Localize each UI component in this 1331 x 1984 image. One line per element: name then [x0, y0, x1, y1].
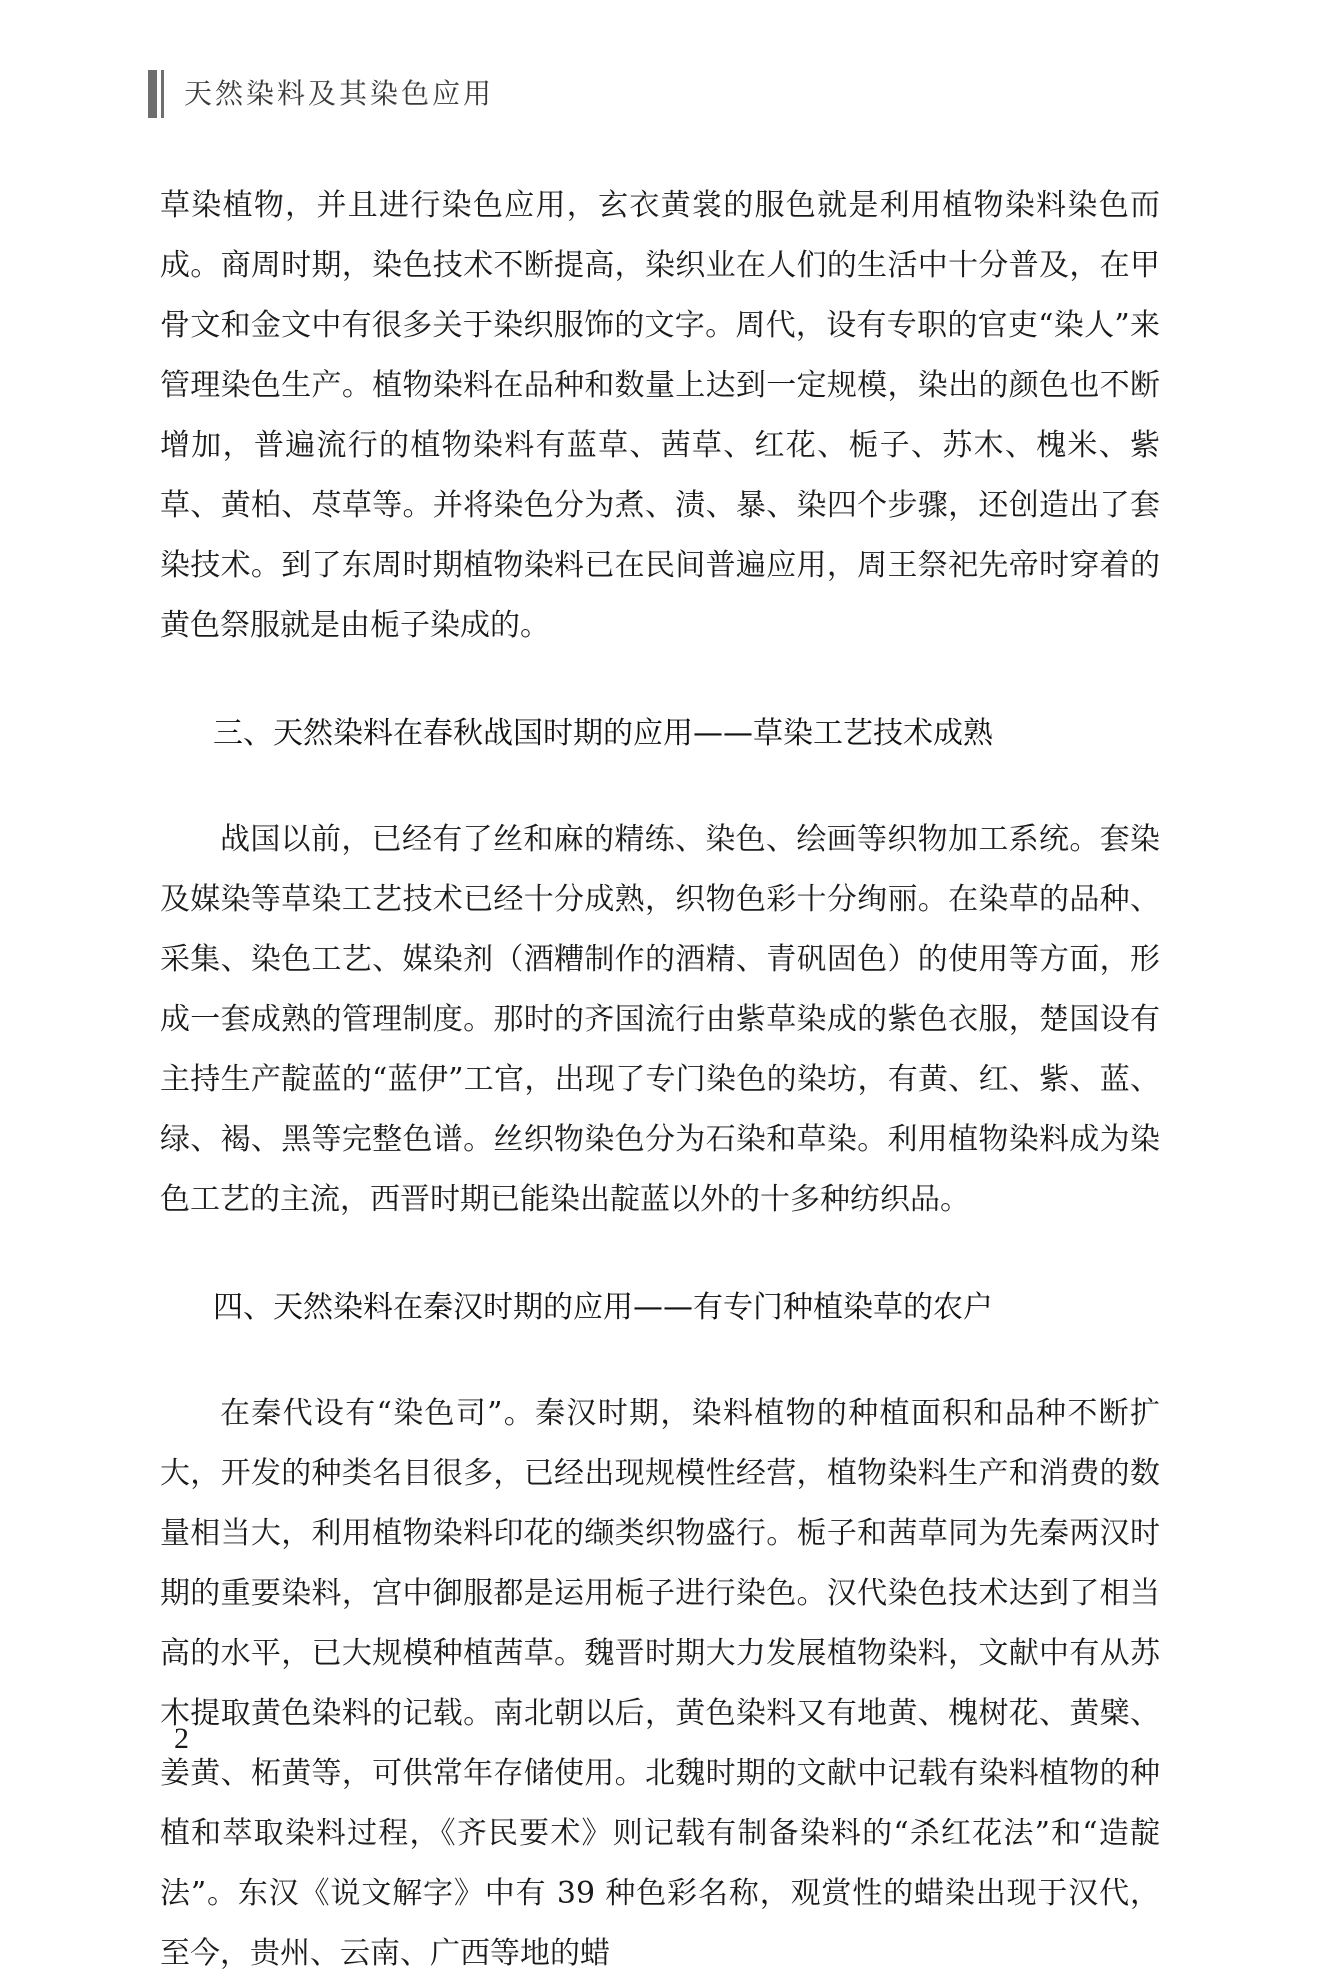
- section-3-paragraph: 战国以前，已经有了丝和麻的精练、染色、绘画等织物加工系统。套染及媒染等草染工艺技术已经十分成熟，织物色彩十分绚丽。在染草的品种、采集、染色工艺、媒染剂（酒糟制作的酒精、青矾固色）的使用等方面，形成一套成熟的管理制度。那时的齐国流行由紫草染成的紫色衣服，楚国设有主持生产靛蓝的“蓝伊”工官，出现了专门染色的染坊，有黄、红、紫、蓝、绿、褐、黑等完整色谱。丝织物染色分为石染和草染。利用植物染料成为染色工艺的主流，西晋时期已能染出靛蓝以外的十多种纺织品。: [160, 822, 1160, 1217]
- header-bar-thin: [161, 70, 164, 118]
- intro-paragraph: 草染植物，并且进行染色应用，玄衣黄裳的服色就是利用植物染料染色而成。商周时期，染色技术不断提高，染织业在人们的生活中十分普及，在甲骨文和金文中有很多关于染织服饰的文字。周代，设有专职的官吏“染人”来管理染色生产。植物染料在品种和数量上达到一定规模，染出的颜色也不断增加，普遍流行的植物染料有蓝草、茜草、红花、栀子、苏木、槐米、紫草、黄柏、荩草等。并将染色分为煮、渍、暴、染四个步骤，还创造出了套染技术。到了东周时期植物染料已在民间普遍应用，周王祭祀先帝时穿着的黄色祭服就是由栀子染成的。: [160, 188, 1160, 643]
- section-3-heading: 三、天然染料在春秋战国时期的应用——草染工艺技术成熟: [213, 716, 993, 751]
- section-4-paragraph: 在秦代设有“染色司”。秦汉时期，染料植物的种植面积和品种不断扩大，开发的种类名目很多，已经出现规模性经营，植物染料生产和消费的数量相当大，利用植物染料印花的缬类织物盛行。栀子和茜草同为先秦两汉时期的重要染料，宫中御服都是运用栀子进行染色。汉代染色技术达到了相当高的水平，已大规模种植茜草。魏晋时期大力发展植物染料，文献中有从苏木提取黄色染料的记载。南北朝以后，黄色染料又有地黄、槐树花、黄檗、姜黄、柘黄等，可供常年存储使用。北魏时期的文献中记载有染料植物的种植和萃取染料过程，《齐民要术》则记载有制备染料的“杀红花法”和“造靛法”。东汉《说文解字》中有 39 种色彩名称，观赏性的蜡染出现于汉代，至今，贵州、云南、广西等地的蜡: [160, 1396, 1160, 1971]
- header-bar-thick: [148, 70, 157, 118]
- header-rule-mark: [148, 70, 168, 118]
- page-number: 2: [174, 1722, 189, 1755]
- running-header-title: 天然染料及其染色应用: [184, 77, 495, 110]
- page-body: [160, 176, 1160, 1984]
- section-4-heading: 四、天然染料在秦汉时期的应用——有专门种植染草的农户: [213, 1290, 993, 1325]
